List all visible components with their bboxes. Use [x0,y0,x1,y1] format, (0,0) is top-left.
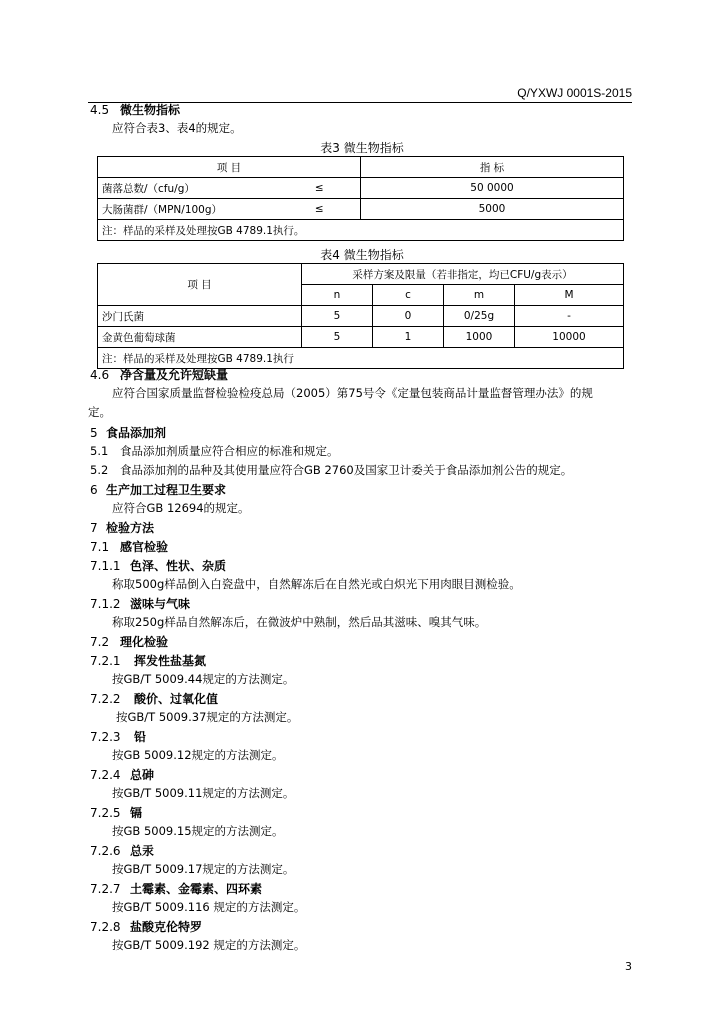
section-title: 铅 [134,730,147,744]
table3-caption: 表3 微生物指标 [320,141,404,155]
table-header-cell: c [373,285,444,306]
table-row [98,327,624,348]
table4 [97,263,624,369]
section-number: 7.2.8 [90,920,121,934]
section-number: 7.2.4 [90,768,121,782]
table-cell: 10000 [515,327,624,348]
table-cell: 50 0000 [361,178,624,199]
section-number: 7 [90,521,98,535]
heading-6 [90,481,226,498]
table-cell: 1000 [444,327,515,348]
section-title: 理化检验 [120,635,169,649]
heading-7-2 [90,633,168,650]
paragraph: 定。 [88,405,111,419]
section-title: 土霉素、金霉素、四环素 [130,882,263,896]
heading-7 [90,519,154,536]
section-title: 挥发性盐基氮 [134,654,207,668]
table-header-cell: 指 标 [361,157,624,178]
section-number: 5 [90,426,98,440]
table-cell: 大肠菌群/（MPN/100g） [98,199,311,220]
paragraph: 称取500g样品倒入白瓷盘中，自然解冻后在自然光或白炽光下用肉眼目测检验。 [112,577,521,591]
table-cell: 5 [302,327,373,348]
section-number: 7.2.2 [90,692,121,706]
paragraph: 按GB/T 5009.11规定的方法测定。 [112,786,295,800]
heading-7-2-4 [90,766,154,783]
section-number: 5.1 [90,444,109,458]
section-title: 食品添加剂 [106,426,167,440]
heading-7-1-1 [90,557,226,574]
table-header-row [98,264,624,285]
heading-7-2-1 [90,652,206,669]
document-code: Q/YXWJ 0001S-2015 [517,86,632,100]
section-number: 7.2.6 [90,844,121,858]
section-number: 5.2 [90,463,109,477]
table-header-cell: m [444,285,515,306]
table-row [98,199,624,220]
paragraph: 按GB/T 5009.44规定的方法测定。 [112,672,295,686]
clause-text: 食品添加剂的品种及其使用量应符合GB 2760及国家卫计委关于食品添加剂公告的规定。 [120,463,573,477]
section-number: 7.2.3 [90,730,121,744]
table-cell: 1 [373,327,444,348]
paragraph: 应符合国家质量监督检验检疫总局（2005）第75号令《定量包装商品计量监督管理办法》的规 [112,386,593,400]
table-row [98,306,624,327]
table-cell: 5000 [361,199,624,220]
section-number: 7.2.5 [90,806,121,820]
paragraph: 按GB/T 5009.192 规定的方法测定。 [112,938,306,952]
section-number: 7.2.1 [90,654,121,668]
clause-5-1 [90,443,339,459]
paragraph: 应符合GB 12694的规定。 [112,501,250,515]
heading-7-2-7 [90,880,262,897]
heading-7-2-6 [90,842,154,859]
section-number: 7.1.1 [90,559,121,573]
section-title: 感官检验 [120,540,169,554]
table-note-row [98,220,624,241]
paragraph: 按GB/T 5009.37规定的方法测定。 [116,710,299,724]
section-title: 微生物指标 [120,103,181,117]
table-cell: - [515,306,624,327]
heading-7-2-2 [90,690,218,707]
table-cell: 菌落总数/（cfu/g） [98,178,311,199]
paragraph: 按GB 5009.12规定的方法测定。 [112,748,284,762]
heading-7-2-5 [90,804,142,821]
table-cell: ≤ [311,199,361,220]
table-header-cell: 项 目 [98,264,302,306]
table-header-cell: 采样方案及限量（若非指定，均已CFU/g表示） [302,264,624,285]
heading-5 [90,424,166,441]
table-cell: 金黄色葡萄球菌 [98,327,302,348]
section-number: 6 [90,483,98,497]
table-note: 注：样品的采样及处理按GB 4789.1执行。 [98,220,624,241]
section-title: 总汞 [130,844,155,858]
paragraph: 按GB 5009.15规定的方法测定。 [112,824,284,838]
table-header-row [98,157,624,178]
table-cell: 5 [302,306,373,327]
section-number: 7.1.2 [90,597,121,611]
section-title: 色泽、性状、杂质 [130,559,227,573]
table3 [97,156,624,241]
section-title: 镉 [130,806,143,820]
section-title: 总砷 [130,768,155,782]
section-title: 检验方法 [106,521,155,535]
section-number: 4.6 [90,368,110,382]
table4-caption: 表4 微生物指标 [320,248,404,262]
section-number: 7.2 [90,635,110,649]
page-number: 3 [625,960,632,973]
paragraph: 称取250g样品自然解冻后，在微波炉中熟制，然后品其滋味、嗅其气味。 [112,615,487,629]
heading-7-2-3 [90,728,146,745]
clause-5-2 [90,462,572,478]
table-header-cell: n [302,285,373,306]
table-cell: 沙门氏菌 [98,306,302,327]
section-title: 滋味与气味 [130,597,191,611]
paragraph: 按GB/T 5009.17规定的方法测定。 [112,862,295,876]
table-header-cell: 项 目 [98,157,361,178]
table-row [98,178,624,199]
heading-7-1-2 [90,595,190,612]
section-number: 4.5 [90,103,110,117]
heading-7-2-8 [90,918,202,935]
heading-4-5 [90,101,180,118]
heading-4-6 [90,366,228,383]
table-cell: 0/25g [444,306,515,327]
section-number: 7.1 [90,540,110,554]
section-title: 生产加工过程卫生要求 [106,483,227,497]
table-cell: 0 [373,306,444,327]
section-title: 盐酸克伦特罗 [130,920,203,934]
table-note: 注：样品的采样及处理按GB 4789.1执行 [98,348,624,369]
paragraph: 应符合表3、表4的规定。 [112,121,242,135]
section-number: 7.2.7 [90,882,121,896]
paragraph: 按GB/T 5009.116 规定的方法测定。 [112,900,306,914]
section-title: 净含量及允许短缺量 [120,368,229,382]
table-cell: ≤ [311,178,361,199]
table-header-cell: M [515,285,624,306]
clause-text: 食品添加剂质量应符合相应的标准和规定。 [120,444,339,458]
section-title: 酸价、过氧化值 [134,692,219,706]
heading-7-1 [90,538,168,555]
